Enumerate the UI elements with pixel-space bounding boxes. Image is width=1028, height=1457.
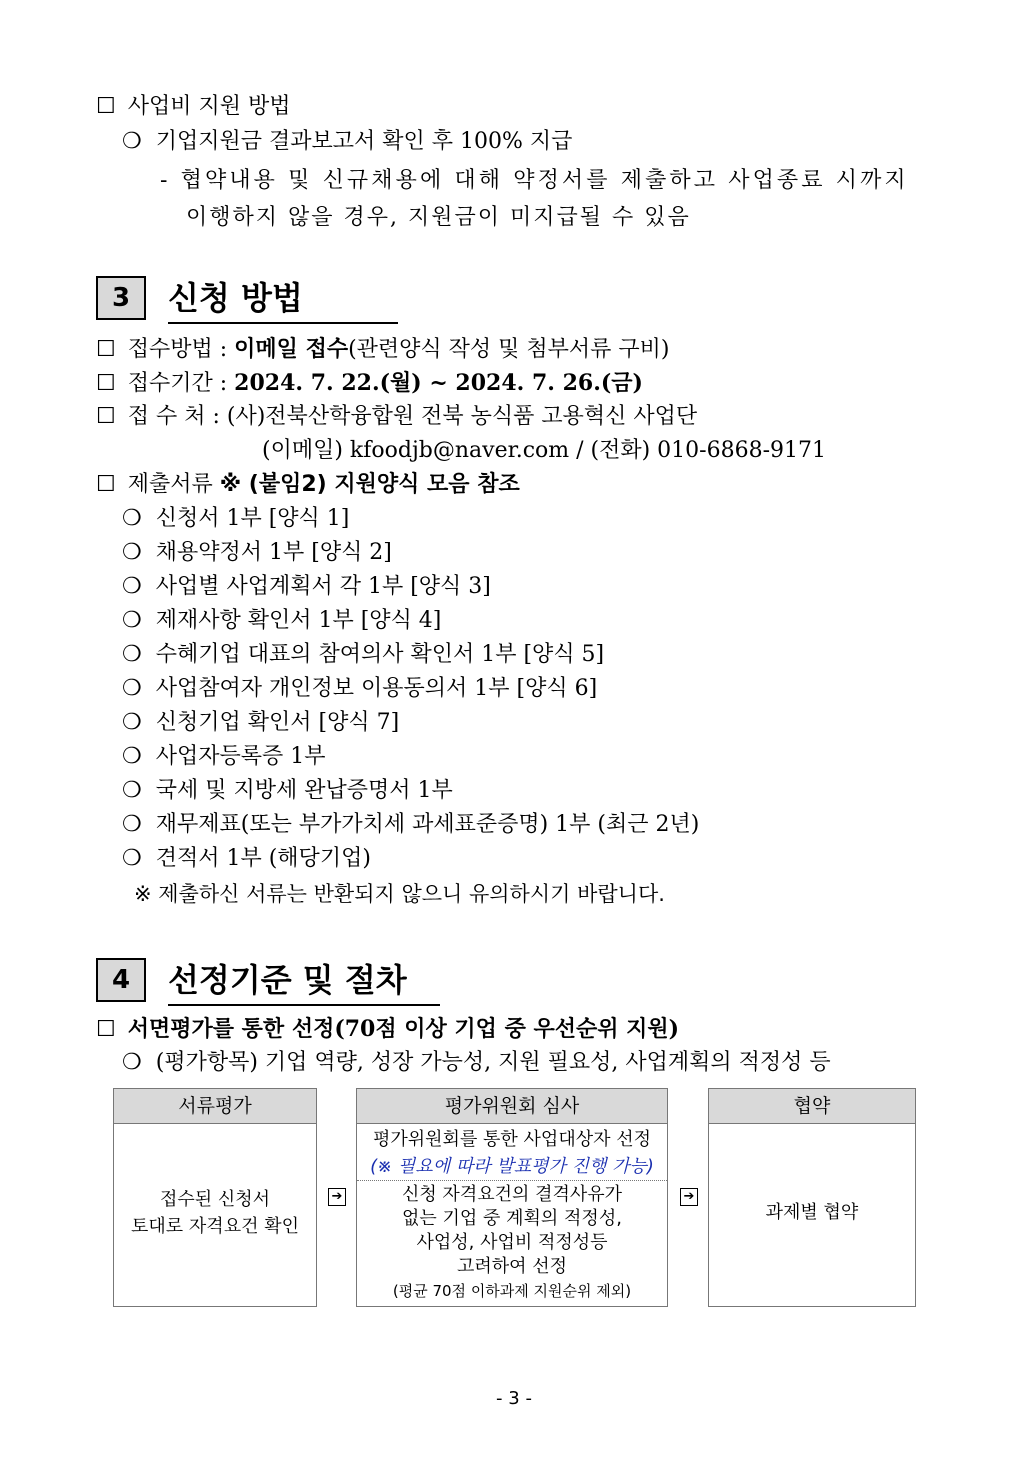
contact-row: (이메일) kfoodjb@naver.com / (전화) 010-6868-9171 xyxy=(262,438,827,463)
doc-item: ❍ 수혜기업 대표의 참여의사 확인서 1부 [양식 5] xyxy=(122,642,605,667)
method-row: ☐ 접수방법 : 이메일 접수(관련양식 작성 및 첨부서류 구비) xyxy=(96,336,670,362)
circle-bullet-icon: ❍ xyxy=(122,744,142,769)
flow-step-text: 토대로 자격요건 확인 xyxy=(131,1216,299,1237)
doc-item: ❍ 신청서 1부 [양식 1] xyxy=(122,506,350,531)
square-bullet-icon: ☐ xyxy=(96,472,116,497)
flow-step-text: 없는 기업 중 계획의 적정성, xyxy=(402,1208,622,1229)
flow-step-text: 평가위원회를 통한 사업대상자 선정 xyxy=(373,1129,651,1150)
section-title: 신청 방법 xyxy=(168,276,398,324)
return-warning: ※ 제출하신 서류는 반환되지 않으니 유의하시기 바랍니다. xyxy=(134,882,665,906)
circle-bullet-icon: ❍ xyxy=(122,846,142,871)
flow-step-title: 협약 xyxy=(709,1089,915,1124)
square-bullet-icon: ☐ xyxy=(96,371,116,396)
flow-step-committee-review xyxy=(356,1088,668,1307)
doc-item: ❍ 견적서 1부 (해당기업) xyxy=(122,846,371,871)
funding-note-line1: - 협약내용 및 신규채용에 대해 약정서를 제출하고 사업종료 시까지 xyxy=(160,168,909,193)
doc-item: ❍ 국세 및 지방세 완납증명서 1부 xyxy=(122,778,453,803)
square-bullet-icon: ☐ xyxy=(96,337,116,362)
flow-step-text: 신청 자격요건의 결격사유가 xyxy=(401,1184,623,1205)
doc-item: ❍ 사업별 사업계획서 각 1부 [양식 3] xyxy=(122,574,491,599)
circle-bullet-icon: ❍ xyxy=(122,812,142,837)
funding-item: ❍ 기업지원금 결과보고서 확인 후 100% 지급 xyxy=(122,129,573,154)
circle-bullet-icon: ❍ xyxy=(122,642,142,667)
doc-item: ❍ 채용약정서 1부 [양식 2] xyxy=(122,540,392,565)
circle-bullet-icon: ❍ xyxy=(122,1050,142,1075)
square-bullet-icon: ☐ xyxy=(96,404,116,429)
doc-item: ❍ 신청기업 확인서 [양식 7] xyxy=(122,710,400,735)
funding-note-line2: 이행하지 않을 경우, 지원금이 미지급될 수 있음 xyxy=(186,205,691,230)
flow-step-title: 평가위원회 심사 xyxy=(357,1089,667,1124)
page-number: - 3 - xyxy=(496,1388,532,1409)
section-number: 4 xyxy=(96,958,146,1002)
circle-bullet-icon: ❍ xyxy=(122,676,142,701)
flow-step-agreement xyxy=(708,1088,916,1307)
flow-step-text: 고려하여 선정 xyxy=(456,1256,568,1277)
circle-bullet-icon: ❍ xyxy=(122,710,142,735)
doc-item: ❍ 제재사항 확인서 1부 [양식 4] xyxy=(122,608,442,633)
circle-bullet-icon: ❍ xyxy=(122,129,142,154)
doc-item: ❍ 사업참여자 개인정보 이용동의서 1부 [양식 6] xyxy=(122,676,598,701)
docs-heading: ☐ 제출서류 ※ (붙임2) 지원양식 모음 참조 xyxy=(96,472,520,497)
circle-bullet-icon: ❍ xyxy=(122,574,142,599)
arrow-right-icon: ➔ xyxy=(328,1188,346,1206)
circle-bullet-icon: ❍ xyxy=(122,778,142,803)
doc-item: ❍ 사업자등록증 1부 xyxy=(122,744,326,769)
circle-bullet-icon: ❍ xyxy=(122,608,142,633)
eval-heading: ☐ 서면평가를 통한 선정(70점 이상 기업 중 우선순위 지원) xyxy=(96,1016,680,1042)
flow-step-note: (※ 필요에 따라 발표평가 진행 가능) xyxy=(370,1156,654,1177)
period-row: ☐ 접수기간 : 2024. 7. 22.(월) ~ 2024. 7. 26.(금) xyxy=(96,370,643,396)
circle-bullet-icon: ❍ xyxy=(122,506,142,531)
square-bullet-icon: ☐ xyxy=(96,94,116,119)
flow-step-text: 사업성, 사업비 적정성등 xyxy=(416,1232,608,1253)
eval-items: ❍ (평가항목) 기업 역량, 성장 가능성, 지원 필요성, 사업계획의 적정성 등 xyxy=(122,1050,831,1075)
flow-step-text: 접수된 신청서 xyxy=(159,1189,271,1210)
arrow-right-icon: ➔ xyxy=(680,1188,698,1206)
funding-heading: ☐ 사업비 지원 방법 xyxy=(96,94,291,119)
flow-step-document-review xyxy=(113,1088,317,1307)
receiver-row: ☐ 접 수 처 : (사)전북산학융합원 전북 농식품 고용혁신 사업단 xyxy=(96,404,698,429)
square-bullet-icon: ☐ xyxy=(96,1017,116,1042)
flow-step-note: (평균 70점 이하과제 지원순위 제외) xyxy=(392,1282,632,1300)
section-number: 3 xyxy=(96,276,146,320)
section-title: 선정기준 및 절차 xyxy=(168,958,440,1006)
doc-item: ❍ 재무제표(또는 부가가치세 과세표준증명) 1부 (최근 2년) xyxy=(122,812,700,837)
flow-step-text: 과제별 협약 xyxy=(765,1202,859,1223)
circle-bullet-icon: ❍ xyxy=(122,540,142,565)
flow-step-title: 서류평가 xyxy=(114,1089,316,1124)
